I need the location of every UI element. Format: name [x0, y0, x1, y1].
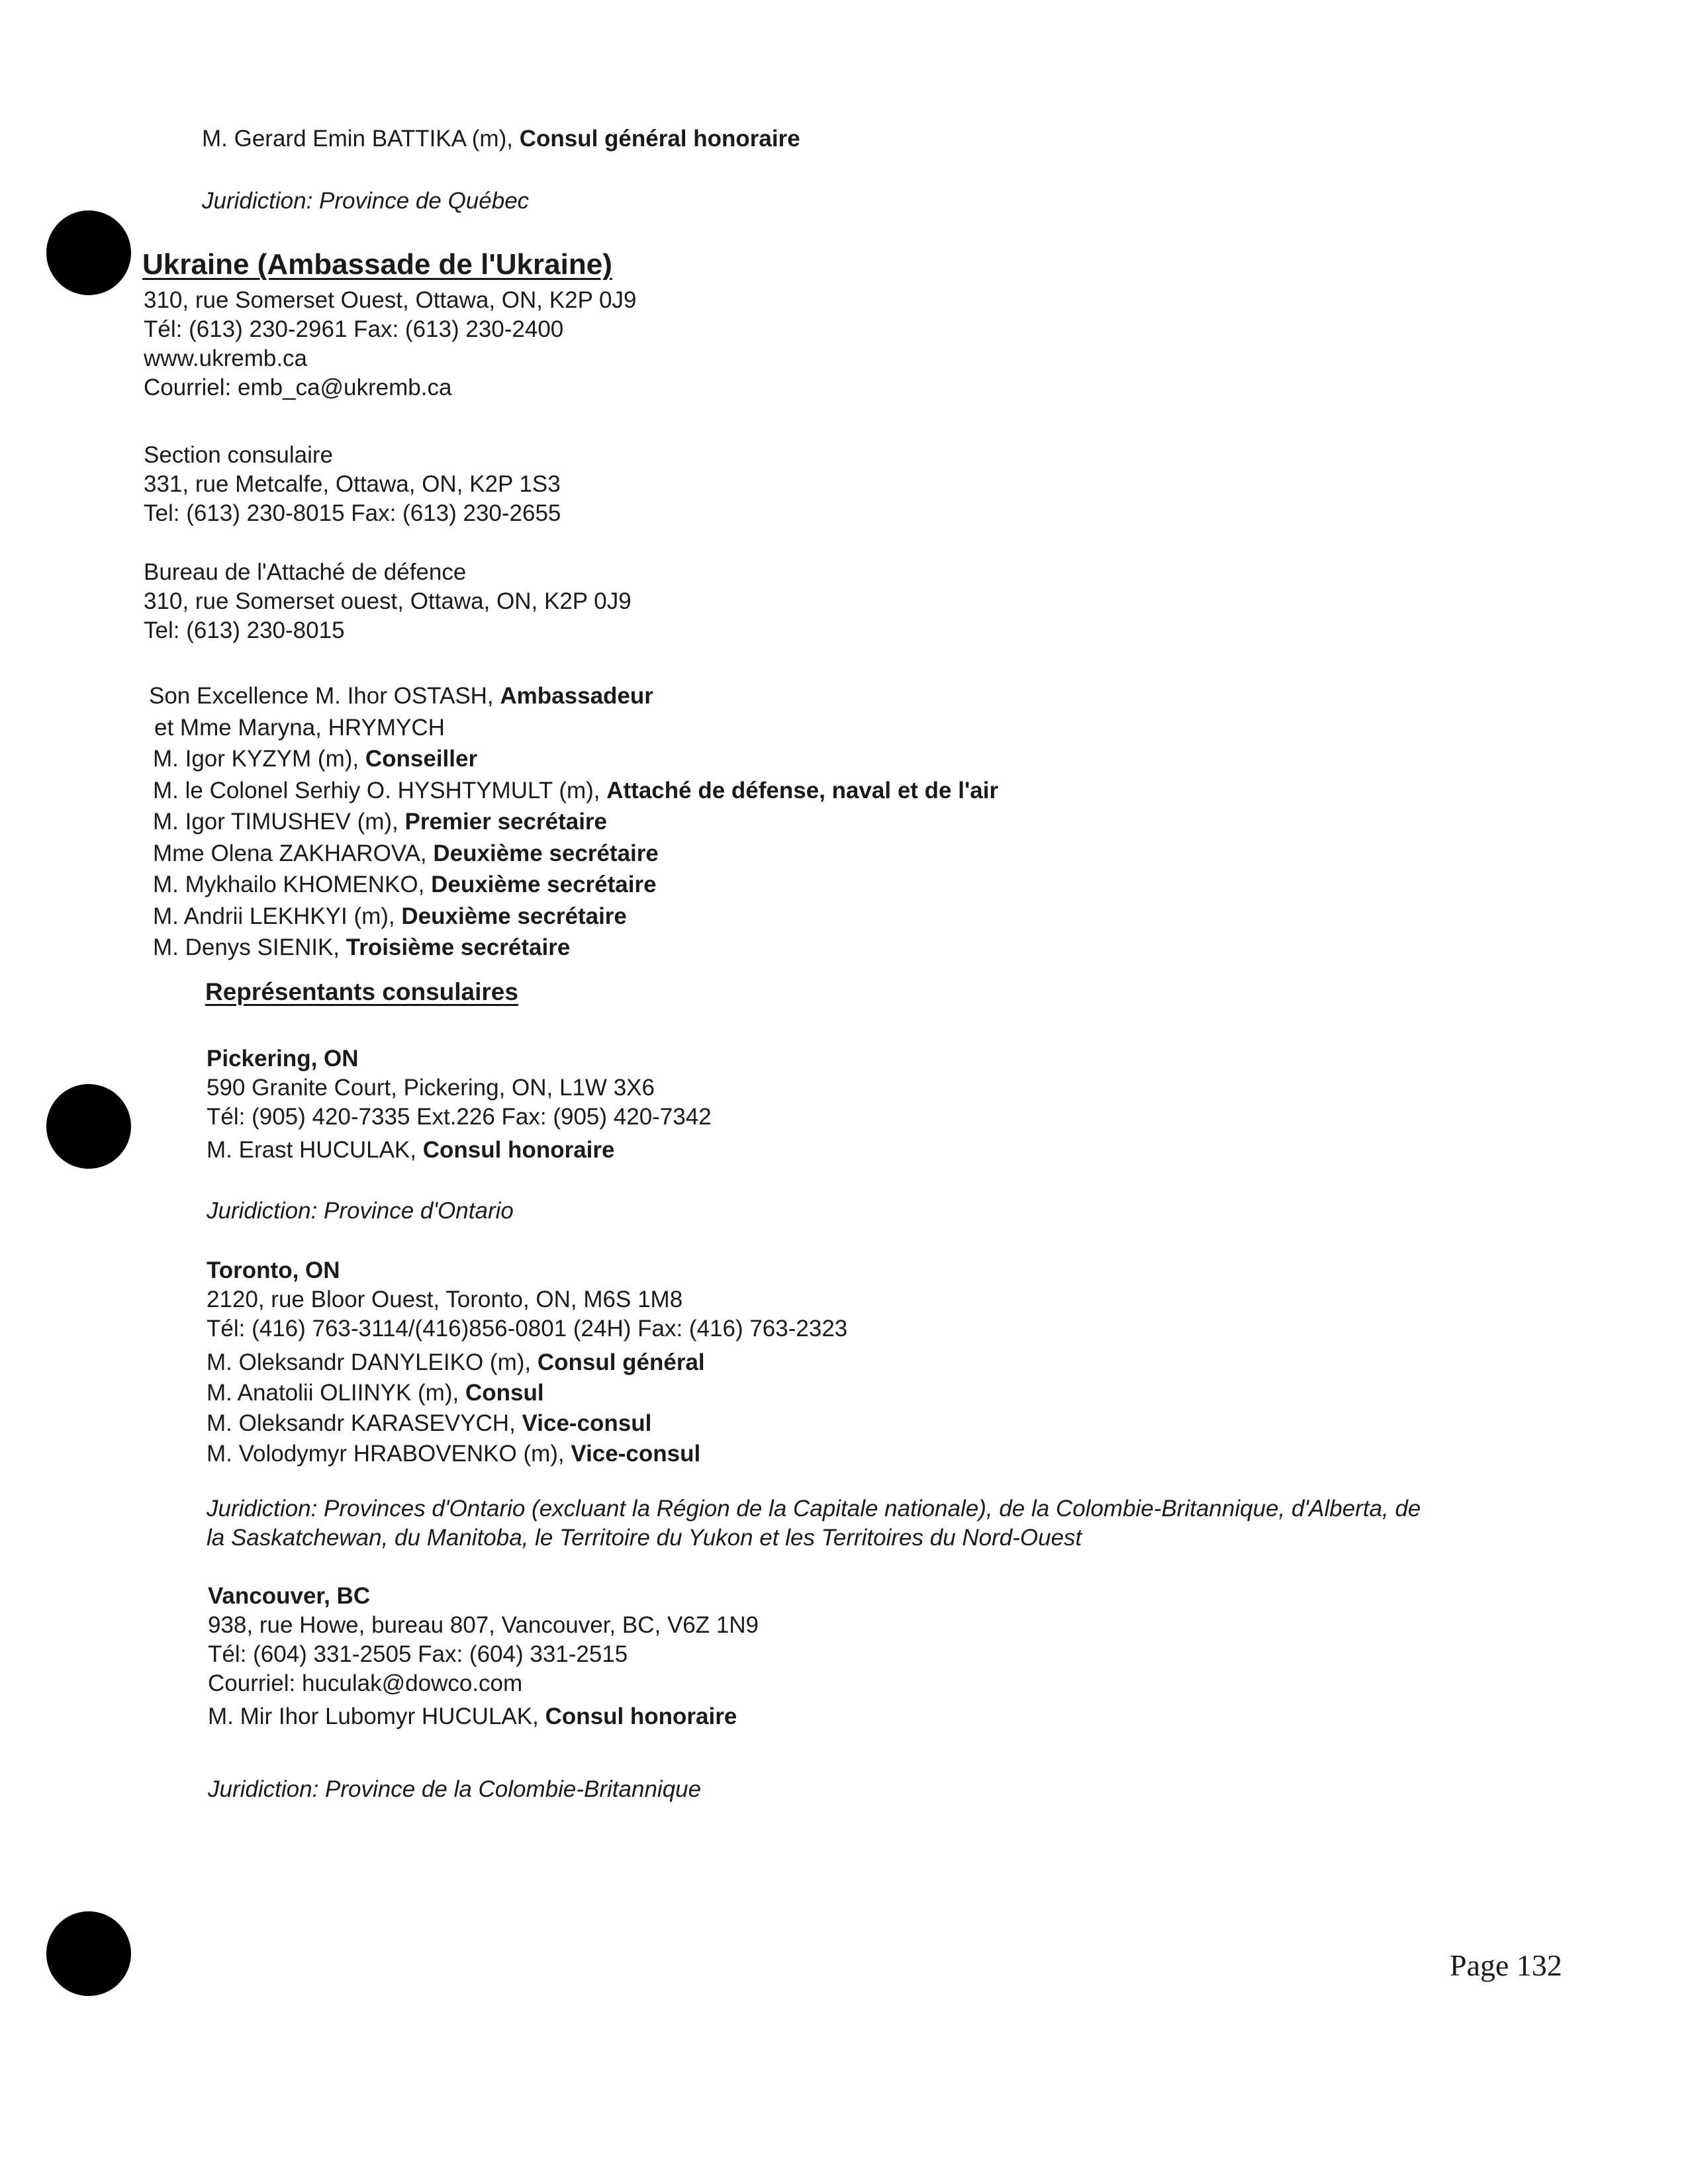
pickering-phone: Tél: (905) 420-7335 Ext.226 Fax: (905) 420-7342 [207, 1104, 712, 1130]
staff-entry: M. Igor KYZYM (m), Conseiller [153, 746, 478, 772]
embassy-website: www.ukremb.ca [144, 345, 308, 371]
vancouver-office [208, 1582, 759, 1731]
vancouver-address: 938, rue Howe, bureau 807, Vancouver, BC, V6Z 1N9 [208, 1612, 759, 1638]
toronto-consul: M. Anatolii OLIINYK (m), Consul [207, 1380, 544, 1406]
binder-hole-bottom [46, 1911, 131, 1996]
staff-entry: M. Andrii LEKHKYI (m), Deuxième secrétaire [153, 903, 627, 929]
consular-section-title: Section consulaire [144, 442, 333, 468]
binder-hole-middle [46, 1084, 131, 1169]
staff-entry: M. Denys SIENIK, Troisième secrétaire [153, 934, 571, 960]
embassy-heading: Ukraine (Ambassade de l'Ukraine) [142, 248, 612, 281]
pickering-address: 590 Granite Court, Pickering, ON, L1W 3X6 [207, 1075, 655, 1101]
defence-attache-office [144, 558, 632, 645]
toronto-city: Toronto, ON [207, 1257, 340, 1283]
jurisdiction-toronto-line2: la Saskatchewan, du Manitoba, le Territoire du Yukon et les Territoires du Nord-Ouest [207, 1525, 1082, 1551]
vancouver-consul: M. Mir Ihor Lubomyr HUCULAK, Consul honoraire [208, 1704, 737, 1729]
binder-hole-top [46, 210, 131, 295]
jurisdiction-bc: Juridiction: Province de la Colombie-Britannique [208, 1776, 702, 1802]
toronto-consul: M. Oleksandr DANYLEIKO (m), Consul général [207, 1349, 705, 1375]
defence-office-phone: Tel: (613) 230-8015 [144, 617, 345, 643]
staff-entry: M. le Colonel Serhiy O. HYSHTYMULT (m), Attaché de défense, naval et de l'air [153, 777, 999, 803]
page-number: Page 132 [1450, 1948, 1562, 1982]
pickering-office [207, 1044, 712, 1165]
consular-section-phone: Tel: (613) 230-8015 Fax: (613) 230-2655 [144, 500, 561, 526]
staff-entry: M. Igor TIMUSHEV (m), Premier secrétaire [153, 809, 607, 835]
staff-entry: Mme Olena ZAKHAROVA, Deuxième secrétaire [153, 840, 659, 866]
toronto-phone: Tél: (416) 763-3114/(416)856-0801 (24H) Fax: (416) 763-2323 [207, 1316, 848, 1342]
pickering-city: Pickering, ON [207, 1046, 359, 1071]
jurisdiction-toronto-line1: Juridiction: Provinces d'Ontario (excluant la Région de la Capitale nationale), de la Colombie-Britannique, d'Alberta, de [207, 1496, 1421, 1522]
embassy-address: 310, rue Somerset Ouest, Ottawa, ON, K2P 0J9 [144, 287, 637, 313]
embassy-contact [144, 286, 636, 402]
vancouver-city: Vancouver, BC [208, 1583, 371, 1609]
jurisdiction-quebec: Juridiction: Province de Québec [202, 188, 530, 214]
honorary-consul-general-entry [202, 124, 800, 154]
embassy-staff-list [149, 680, 998, 964]
toronto-address: 2120, rue Bloor Ouest, Toronto, ON, M6S 1M8 [207, 1287, 683, 1312]
embassy-phone: Tél: (613) 230-2961 Fax: (613) 230-2400 [144, 316, 564, 342]
jurisdiction-ontario: Juridiction: Province d'Ontario [207, 1198, 514, 1224]
vancouver-email: Courriel: huculak@dowco.com [208, 1670, 523, 1696]
consular-section-address: 331, rue Metcalfe, Ottawa, ON, K2P 1S3 [144, 471, 561, 497]
consular-section [144, 441, 561, 528]
person-name: M. Gerard Emin BATTIKA (m), [202, 126, 520, 152]
embassy-email: Courriel: emb_ca@ukremb.ca [144, 375, 452, 400]
staff-entry: M. Mykhailo KHOMENKO, Deuxième secrétaire [153, 872, 657, 897]
jurisdiction-toronto [207, 1494, 1421, 1553]
defence-office-title: Bureau de l'Attaché de défence [144, 559, 467, 585]
person-title: Consul général honoraire [519, 126, 800, 152]
consular-representatives-heading: Représentants consulaires [205, 978, 518, 1005]
toronto-office [207, 1256, 847, 1469]
toronto-consul: M. Volodymyr HRABOVENKO (m), Vice-consul [207, 1441, 701, 1467]
toronto-consul: M. Oleksandr KARASEVYCH, Vice-consul [207, 1410, 652, 1436]
staff-entry: Son Excellence M. Ihor OSTASH, Ambassadeur [149, 683, 653, 709]
staff-entry: et Mme Maryna, HRYMYCH [154, 714, 445, 741]
vancouver-phone: Tél: (604) 331-2505 Fax: (604) 331-2515 [208, 1641, 628, 1667]
defence-office-address: 310, rue Somerset ouest, Ottawa, ON, K2P 0J9 [144, 588, 632, 614]
pickering-consul: M. Erast HUCULAK, Consul honoraire [207, 1137, 615, 1163]
